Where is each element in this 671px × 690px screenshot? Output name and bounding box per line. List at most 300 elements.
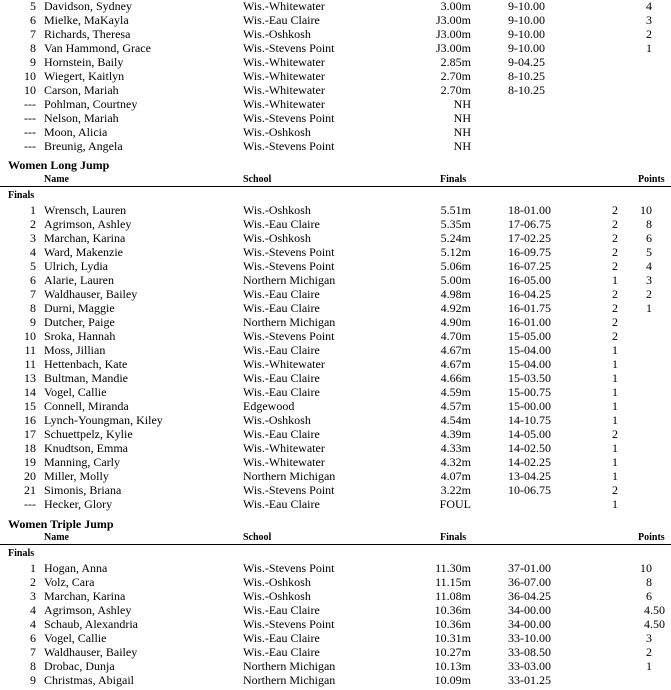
finals-mark: 4.07m <box>440 469 471 483</box>
athlete-name: Nelson, Mariah <box>44 111 119 125</box>
finals-mark: 4.90m <box>440 315 471 329</box>
converted-mark: 33-08.50 <box>508 645 551 659</box>
school-name: Northern Michigan <box>243 659 336 673</box>
athlete-name: Simonis, Briana <box>44 483 122 497</box>
flight-number: 2 <box>612 231 618 245</box>
athlete-name: Miller, Molly <box>44 469 109 483</box>
place-cell: 9 <box>30 315 36 329</box>
school-name: Wis.-Stevens Point <box>243 617 335 631</box>
finals-mark: 4.32m <box>440 455 471 469</box>
athlete-name: Schaub, Alexandria <box>44 617 138 631</box>
school-name: Northern Michigan <box>243 273 336 287</box>
place-cell: 3 <box>30 589 36 603</box>
converted-mark: 17-06.75 <box>508 217 551 231</box>
result-row <box>0 259 671 273</box>
converted-mark: 15-00.00 <box>508 399 551 413</box>
place-cell: 2 <box>30 217 36 231</box>
athlete-name: Christmas, Abigail <box>44 673 134 687</box>
athlete-name: Schuettpelz, Kylie <box>44 427 133 441</box>
place-cell: 8 <box>30 659 36 673</box>
converted-mark: 16-05.00 <box>508 273 551 287</box>
place-cell: --- <box>24 125 36 139</box>
athlete-name: Carson, Mariah <box>44 83 119 97</box>
place-cell: 9 <box>30 673 36 687</box>
result-row <box>0 497 671 511</box>
finals-mark: 5.35m <box>440 217 471 231</box>
athlete-name: Volz, Cara <box>44 575 95 589</box>
school-name: Wis.-Whitewater <box>243 69 325 83</box>
school-name: Wis.-Whitewater <box>243 455 325 469</box>
result-row <box>0 329 671 343</box>
converted-mark: 37-01.00 <box>508 561 551 575</box>
athlete-name: Drobac, Dunja <box>44 659 115 673</box>
result-row <box>0 413 671 427</box>
result-row <box>0 455 671 469</box>
place-cell: 14 <box>24 385 36 399</box>
converted-mark: 16-07.25 <box>508 259 551 273</box>
place-cell: 5 <box>30 0 36 13</box>
result-row <box>0 301 671 315</box>
athlete-name: Mielke, MaKayla <box>44 13 129 27</box>
school-name: Wis.-Eau Claire <box>243 287 320 301</box>
converted-mark: 34-00.00 <box>508 617 551 631</box>
finals-mark: NH <box>453 125 471 139</box>
athlete-name: Vogel, Callie <box>44 631 107 645</box>
finals-mark: NH <box>453 111 471 125</box>
place-cell: 13 <box>24 371 36 385</box>
converted-mark: 16-01.75 <box>508 301 551 315</box>
converted-mark: 16-09.75 <box>508 245 551 259</box>
points-cell: 10 <box>640 203 652 217</box>
finals-mark: 5.00m <box>440 273 471 287</box>
school-name: Wis.-Whitewater <box>243 97 325 111</box>
finals-mark: 4.59m <box>440 385 471 399</box>
flight-number: 2 <box>612 301 618 315</box>
athlete-name: Moon, Alicia <box>44 125 108 139</box>
flight-number: 1 <box>612 273 618 287</box>
athlete-name: Wrensch, Lauren <box>44 203 127 217</box>
result-row <box>0 287 671 301</box>
school-name: Wis.-Stevens Point <box>243 139 335 153</box>
place-cell: 17 <box>24 427 36 441</box>
result-row <box>0 673 671 687</box>
school-name: Wis.-Stevens Point <box>243 329 335 343</box>
result-row <box>0 357 671 371</box>
place-cell: 9 <box>30 55 36 69</box>
finals-mark: 4.70m <box>440 329 471 343</box>
converted-mark: 33-10.00 <box>508 631 551 645</box>
converted-mark: 15-00.75 <box>508 385 551 399</box>
finals-mark: 3.00m <box>440 0 471 13</box>
place-cell: 7 <box>30 645 36 659</box>
athlete-name: Van Hammond, Grace <box>44 41 151 55</box>
converted-mark: 17-02.25 <box>508 231 551 245</box>
result-row <box>0 427 671 441</box>
school-name: Wis.-Oshkosh <box>243 27 311 41</box>
place-cell: 7 <box>30 287 36 301</box>
school-name: Wis.-Whitewater <box>243 83 325 97</box>
place-cell: 6 <box>30 13 36 27</box>
athlete-name: Hettenbach, Kate <box>44 357 128 371</box>
result-row <box>0 97 671 111</box>
finals-mark: 10.36m <box>434 603 471 617</box>
header-finals: Finals <box>440 532 467 543</box>
school-name: Wis.-Stevens Point <box>243 245 335 259</box>
points-cell: 3 <box>646 273 652 287</box>
points-cell: 4.50 <box>644 617 665 631</box>
result-row <box>0 469 671 483</box>
result-row <box>0 41 671 55</box>
result-row <box>0 371 671 385</box>
finals-mark: 5.12m <box>440 245 471 259</box>
athlete-name: Hogan, Anna <box>44 561 108 575</box>
event-title: Women Long Jump <box>8 158 110 172</box>
flight-number: 2 <box>612 315 618 329</box>
flight-number: 1 <box>612 441 618 455</box>
school-name: Wis.-Eau Claire <box>243 497 320 511</box>
finals-mark: 2.70m <box>440 83 471 97</box>
converted-mark: 14-05.00 <box>508 427 551 441</box>
header-school: School <box>243 532 272 543</box>
finals-mark: 4.39m <box>440 427 471 441</box>
athlete-name: Moss, Jillian <box>44 343 106 357</box>
finals-mark: 4.66m <box>440 371 471 385</box>
converted-mark: 9-10.00 <box>508 13 545 27</box>
place-cell: 16 <box>24 413 36 427</box>
finals-mark: 11.08m <box>435 589 471 603</box>
header-school: School <box>243 174 272 185</box>
flight-number: 1 <box>612 357 618 371</box>
converted-mark: 34-00.00 <box>508 603 551 617</box>
converted-mark: 16-04.25 <box>508 287 551 301</box>
converted-mark: 33-01.25 <box>508 673 551 687</box>
school-name: Northern Michigan <box>243 315 336 329</box>
column-header-row <box>0 531 671 545</box>
result-row <box>0 561 671 575</box>
result-row <box>0 589 671 603</box>
school-name: Wis.-Oshkosh <box>243 413 311 427</box>
result-row <box>0 139 671 153</box>
converted-mark: 36-07.00 <box>508 575 551 589</box>
place-cell: 8 <box>30 301 36 315</box>
result-row <box>0 343 671 357</box>
place-cell: 15 <box>24 399 36 413</box>
result-row <box>0 69 671 83</box>
finals-mark: J3.00m <box>435 13 471 27</box>
header-points: Points <box>638 532 665 543</box>
athlete-name: Pohlman, Courtney <box>44 97 138 111</box>
school-name: Wis.-Stevens Point <box>243 41 335 55</box>
place-cell: 10 <box>24 329 36 343</box>
converted-mark: 9-10.00 <box>508 27 545 41</box>
finals-mark: NH <box>453 97 471 111</box>
athlete-name: Durni, Maggie <box>44 301 115 315</box>
finals-mark: FOUL <box>439 497 471 511</box>
points-cell: 3 <box>646 13 652 27</box>
section-label: Finals <box>8 548 35 559</box>
flight-number: 1 <box>612 399 618 413</box>
athlete-name: Breunig, Angela <box>44 139 123 153</box>
place-cell: 2 <box>30 575 36 589</box>
points-cell: 8 <box>646 575 652 589</box>
points-cell: 3 <box>646 631 652 645</box>
finals-mark: J3.00m <box>435 27 471 41</box>
result-row <box>0 27 671 41</box>
finals-mark: 10.27m <box>434 645 471 659</box>
school-name: Wis.-Stevens Point <box>243 561 335 575</box>
result-row <box>0 273 671 287</box>
finals-mark: 5.51m <box>440 203 471 217</box>
converted-mark: 14-10.75 <box>508 413 551 427</box>
athlete-name: Ward, Makenzie <box>44 245 123 259</box>
header-finals: Finals <box>440 174 467 185</box>
result-row <box>0 575 671 589</box>
school-name: Wis.-Eau Claire <box>243 603 320 617</box>
athlete-name: Knudtson, Emma <box>44 441 128 455</box>
school-name: Wis.-Oshkosh <box>243 589 311 603</box>
converted-mark: 13-04.25 <box>508 469 551 483</box>
place-cell: 10 <box>24 83 36 97</box>
school-name: Northern Michigan <box>243 469 336 483</box>
flight-number: 1 <box>612 371 618 385</box>
result-row <box>0 217 671 231</box>
finals-mark: 3.22m <box>440 483 471 497</box>
converted-mark: 8-10.25 <box>508 69 545 83</box>
finals-mark: 5.24m <box>440 231 471 245</box>
athlete-name: Davidson, Sydney <box>44 0 132 13</box>
converted-mark: 9-10.00 <box>508 0 545 13</box>
flight-number: 2 <box>612 287 618 301</box>
result-row <box>0 203 671 217</box>
athlete-name: Marchan, Karina <box>44 589 126 603</box>
athlete-name: Sroka, Hannah <box>44 329 116 343</box>
athlete-name: Hecker, Glory <box>44 497 113 511</box>
athlete-name: Vogel, Callie <box>44 385 107 399</box>
points-cell: 8 <box>646 217 652 231</box>
school-name: Wis.-Eau Claire <box>243 385 320 399</box>
place-cell: 20 <box>24 469 36 483</box>
athlete-name: Bultman, Mandie <box>44 371 128 385</box>
school-name: Wis.-Oshkosh <box>243 203 311 217</box>
finals-mark: 5.06m <box>440 259 471 273</box>
athlete-name: Ulrich, Lydia <box>44 259 108 273</box>
place-cell: 6 <box>30 631 36 645</box>
points-cell: 4.50 <box>644 603 665 617</box>
points-cell: 6 <box>646 231 652 245</box>
finals-mark: 4.98m <box>440 287 471 301</box>
school-name: Wis.-Oshkosh <box>243 231 311 245</box>
athlete-name: Waldhauser, Bailey <box>44 287 138 301</box>
converted-mark: 9-10.00 <box>508 41 545 55</box>
flight-number: 2 <box>612 329 618 343</box>
converted-mark: 15-04.00 <box>508 343 551 357</box>
finals-mark: 4.33m <box>440 441 471 455</box>
athlete-name: Dutcher, Paige <box>44 315 115 329</box>
points-cell: 5 <box>646 245 652 259</box>
result-row <box>0 111 671 125</box>
athlete-name: Agrimson, Ashley <box>44 603 132 617</box>
flight-number: 1 <box>612 385 618 399</box>
flight-number: 2 <box>612 203 618 217</box>
place-cell: 1 <box>30 561 36 575</box>
column-header-row <box>0 173 671 187</box>
converted-mark: 14-02.50 <box>508 441 551 455</box>
result-row <box>0 399 671 413</box>
converted-mark: 18-01.00 <box>508 203 551 217</box>
school-name: Wis.-Eau Claire <box>243 645 320 659</box>
points-cell: 10 <box>640 561 652 575</box>
points-cell: 1 <box>646 41 652 55</box>
section-label: Finals <box>8 190 35 201</box>
athlete-name: Hornstein, Baily <box>44 55 124 69</box>
place-cell: 7 <box>30 27 36 41</box>
converted-mark: 15-03.50 <box>508 371 551 385</box>
result-row <box>0 617 671 631</box>
school-name: Wis.-Whitewater <box>243 55 325 69</box>
result-row <box>0 13 671 27</box>
event-title: Women Triple Jump <box>8 517 114 531</box>
place-cell: 19 <box>24 455 36 469</box>
flight-number: 1 <box>612 343 618 357</box>
flight-number: 2 <box>612 427 618 441</box>
result-row <box>0 231 671 245</box>
finals-mark: 10.31m <box>434 631 471 645</box>
converted-mark: 15-04.00 <box>508 357 551 371</box>
flight-number: 1 <box>612 413 618 427</box>
converted-mark: 10-06.75 <box>508 483 551 497</box>
place-cell: --- <box>24 497 36 511</box>
school-name: Wis.-Stevens Point <box>243 259 335 273</box>
converted-mark: 15-05.00 <box>508 329 551 343</box>
place-cell: --- <box>24 97 36 111</box>
athlete-name: Waldhauser, Bailey <box>44 645 138 659</box>
athlete-name: Agrimson, Ashley <box>44 217 132 231</box>
flight-number: 2 <box>612 483 618 497</box>
header-name: Name <box>44 174 69 185</box>
finals-mark: 10.13m <box>434 659 471 673</box>
athlete-name: Lynch-Youngman, Kiley <box>44 413 163 427</box>
result-row <box>0 385 671 399</box>
flight-number: 1 <box>612 455 618 469</box>
result-row <box>0 631 671 645</box>
place-cell: 3 <box>30 231 36 245</box>
athlete-name: Alarie, Lauren <box>44 273 114 287</box>
finals-mark: 4.67m <box>440 343 471 357</box>
points-cell: 1 <box>646 659 652 673</box>
finals-mark: 2.85m <box>440 55 471 69</box>
result-row <box>0 315 671 329</box>
result-row <box>0 645 671 659</box>
points-cell: 2 <box>646 287 652 301</box>
place-cell: 4 <box>30 603 36 617</box>
converted-mark: 14-02.25 <box>508 455 551 469</box>
converted-mark: 16-01.00 <box>508 315 551 329</box>
finals-mark: 4.67m <box>440 357 471 371</box>
school-name: Wis.-Eau Claire <box>243 427 320 441</box>
result-row <box>0 125 671 139</box>
finals-mark: 11.15m <box>435 575 471 589</box>
place-cell: 8 <box>30 41 36 55</box>
result-row <box>0 245 671 259</box>
finals-mark: 11.30m <box>435 561 471 575</box>
points-cell: 4 <box>646 0 652 13</box>
converted-mark: 8-10.25 <box>508 83 545 97</box>
result-row <box>0 0 671 13</box>
finals-mark: 2.70m <box>440 69 471 83</box>
points-cell: 6 <box>646 589 652 603</box>
school-name: Wis.-Whitewater <box>243 0 325 13</box>
school-name: Wis.-Eau Claire <box>243 371 320 385</box>
converted-mark: 33-03.00 <box>508 659 551 673</box>
school-name: Wis.-Eau Claire <box>243 631 320 645</box>
place-cell: 4 <box>30 617 36 631</box>
result-row <box>0 483 671 497</box>
school-name: Wis.-Eau Claire <box>243 217 320 231</box>
flight-number: 1 <box>612 497 618 511</box>
place-cell: 11 <box>24 357 36 371</box>
place-cell: --- <box>24 139 36 153</box>
athlete-name: Marchan, Karina <box>44 231 126 245</box>
school-name: Wis.-Whitewater <box>243 357 325 371</box>
place-cell: 6 <box>30 273 36 287</box>
place-cell: 5 <box>30 259 36 273</box>
flight-number: 2 <box>612 217 618 231</box>
school-name: Wis.-Eau Claire <box>243 343 320 357</box>
flight-number: 2 <box>612 245 618 259</box>
converted-mark: 9-04.25 <box>508 55 545 69</box>
place-cell: --- <box>24 111 36 125</box>
points-cell: 4 <box>646 259 652 273</box>
place-cell: 21 <box>24 483 36 497</box>
points-cell: 2 <box>646 645 652 659</box>
school-name: Wis.-Eau Claire <box>243 301 320 315</box>
result-row <box>0 441 671 455</box>
school-name: Wis.-Oshkosh <box>243 575 311 589</box>
athlete-name: Manning, Carly <box>44 455 120 469</box>
result-row <box>0 83 671 97</box>
place-cell: 1 <box>30 203 36 217</box>
athlete-name: Richards, Theresa <box>44 27 131 41</box>
flight-number: 2 <box>612 259 618 273</box>
athlete-name: Wiegert, Kaitlyn <box>44 69 125 83</box>
place-cell: 10 <box>24 69 36 83</box>
school-name: Wis.-Oshkosh <box>243 125 311 139</box>
points-cell: 1 <box>646 301 652 315</box>
finals-mark: 4.92m <box>440 301 471 315</box>
finals-mark: 4.54m <box>440 413 471 427</box>
converted-mark: 36-04.25 <box>508 589 551 603</box>
place-cell: 18 <box>24 441 36 455</box>
finals-mark: J3.00m <box>435 41 471 55</box>
place-cell: 4 <box>30 245 36 259</box>
points-cell: 2 <box>646 27 652 41</box>
result-row <box>0 659 671 673</box>
finals-mark: 10.09m <box>434 673 471 687</box>
result-row <box>0 55 671 69</box>
school-name: Wis.-Stevens Point <box>243 483 335 497</box>
finals-mark: 10.36m <box>434 617 471 631</box>
school-name: Wis.-Eau Claire <box>243 13 320 27</box>
header-points: Points <box>638 174 665 185</box>
school-name: Northern Michigan <box>243 673 336 687</box>
finals-mark: 4.57m <box>440 399 471 413</box>
finals-mark: NH <box>453 139 471 153</box>
school-name: Wis.-Stevens Point <box>243 111 335 125</box>
athlete-name: Connell, Miranda <box>44 399 129 413</box>
school-name: Edgewood <box>243 399 295 413</box>
flight-number: 1 <box>612 469 618 483</box>
result-row <box>0 603 671 617</box>
